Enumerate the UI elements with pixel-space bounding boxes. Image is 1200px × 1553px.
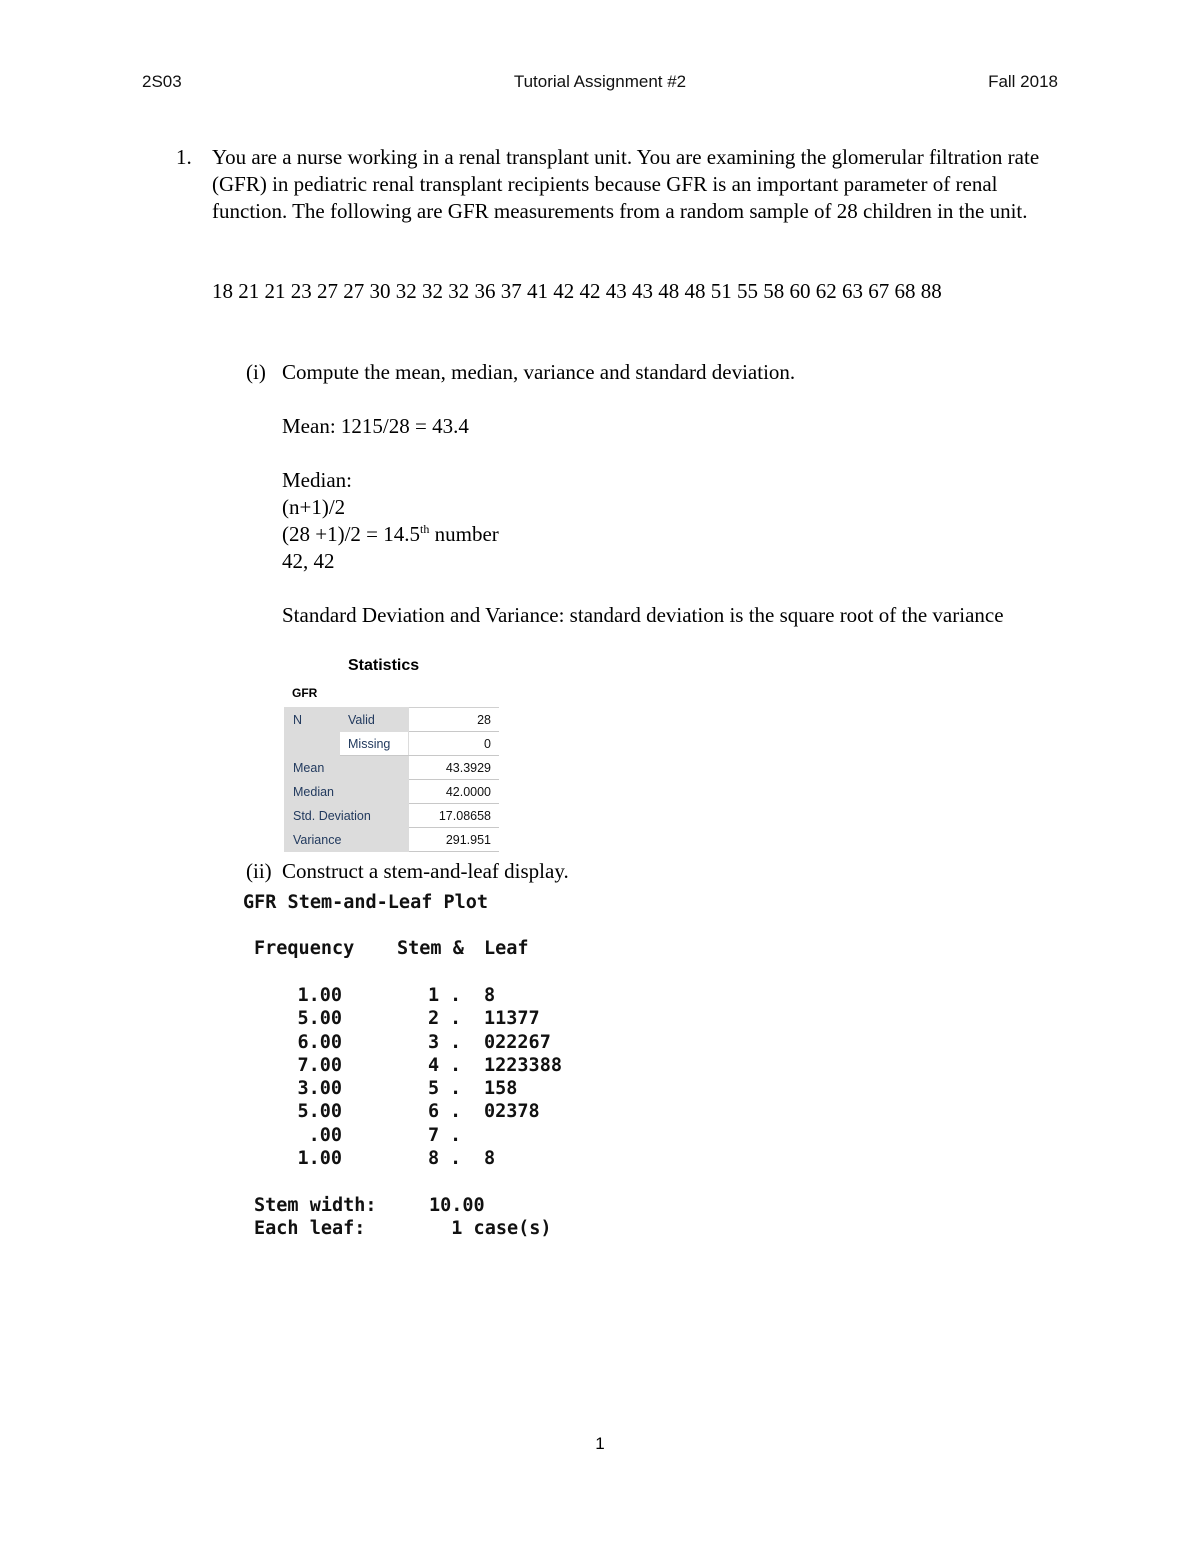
median-title: Median: <box>282 468 352 492</box>
question-text: You are a nurse working in a renal transplant unit. You are examining the glomerular filtration rate (GFR) in pediatric renal transplant recipients because GFR is an important parameter of renal function. The following are GFR measurements from a random sample of 28 children in the unit. <box>212 145 1040 223</box>
n-label-spacer <box>285 732 340 756</box>
stem-leaf-row <box>254 1032 654 1055</box>
table-row <box>285 780 500 804</box>
median-answer <box>282 467 499 575</box>
median-formula: (n+1)/2 <box>282 495 346 519</box>
n-label: N <box>285 708 340 732</box>
std-deviation-value: 17.08658 <box>409 804 500 828</box>
frequency-value: 6.00 <box>297 1031 342 1053</box>
median-calc-superscript: th <box>420 522 430 536</box>
leaf-value: 022267 <box>484 1031 551 1053</box>
stem-leaf-row <box>254 1008 654 1031</box>
leaf-value: 8 <box>484 985 496 1006</box>
gfr-values-list: 18 21 21 23 27 27 30 32 32 32 36 37 41 42 42 43 43 48 48 51 55 58 60 62 63 67 68 88 <box>212 279 942 303</box>
valid-label: Valid <box>340 708 409 732</box>
median-calc-suffix: number <box>429 522 499 546</box>
stem-separator: . <box>450 1148 462 1170</box>
header-course-code: 2S03 <box>142 72 182 91</box>
leaf-value: 11377 <box>484 1008 540 1030</box>
median-label: Median <box>285 780 409 804</box>
median-values: 42, 42 <box>282 549 335 573</box>
stem-width-value: 10.00 <box>429 1195 485 1216</box>
leaf-value: 8 <box>484 1148 496 1170</box>
stem-leaf-row <box>254 1055 654 1078</box>
frequency-value: 5.00 <box>297 1008 342 1030</box>
variance-value: 291.951 <box>409 828 500 852</box>
stem-leaf-row <box>254 1148 654 1171</box>
mean-answer: Mean: 1215/28 = 43.4 <box>282 414 469 438</box>
stem-separator: . <box>450 1124 462 1146</box>
stem-separator: . <box>450 1031 462 1053</box>
each-leaf-value: 1 case(s) <box>429 1218 552 1239</box>
frequency-value: .00 <box>308 1124 342 1146</box>
stem-separator: . <box>450 1054 462 1076</box>
stem-leaf-title: GFR Stem-and-Leaf Plot <box>243 892 489 913</box>
header-title: Tutorial Assignment #2 <box>513 72 687 91</box>
table-row <box>285 828 500 852</box>
part-i-label: (i) <box>246 360 266 384</box>
stem-value: 3 <box>428 1031 440 1053</box>
part-ii-label: (ii) <box>246 859 272 883</box>
stem-leaf-row <box>254 1101 654 1124</box>
std-deviation-label: Std. Deviation <box>285 804 409 828</box>
sd-variance-text: Standard Deviation and Variance: standard deviation is the square root of the variance <box>282 603 1004 627</box>
part-ii-prompt: Construct a stem-and-leaf display. <box>282 859 569 883</box>
mean-value: 43.3929 <box>409 756 500 780</box>
mean-label: Mean <box>285 756 409 780</box>
missing-value: 0 <box>409 732 500 756</box>
stem-value: 4 <box>428 1054 440 1076</box>
stem-width-label: Stem width: <box>254 1195 377 1216</box>
statistics-title: Statistics <box>348 657 420 674</box>
leaf-header: Leaf <box>484 938 529 959</box>
valid-value: 28 <box>409 708 500 732</box>
statistics-variable: GFR <box>292 686 318 700</box>
median-calc-prefix: (28 +1)/2 = 14.5 <box>282 522 421 546</box>
leaf-value: 02378 <box>484 1101 540 1123</box>
leaf-value: 158 <box>484 1078 518 1100</box>
each-leaf-line <box>254 1218 552 1239</box>
stem-leaf-rows <box>254 985 654 1171</box>
stem-header: Stem & <box>397 938 464 959</box>
stem-value: 6 <box>428 1101 440 1123</box>
stem-leaf-row <box>254 1125 654 1148</box>
stem-width-line <box>254 1195 485 1216</box>
leaf-value: 1223388 <box>484 1054 562 1076</box>
table-row <box>285 756 500 780</box>
stem-separator: . <box>450 1101 462 1123</box>
stem-value: 2 <box>428 1008 440 1030</box>
frequency-value: 1.00 <box>297 985 342 1006</box>
stem-leaf-row <box>254 1078 654 1101</box>
stem-separator: . <box>450 1078 462 1100</box>
median-calculation <box>282 521 499 548</box>
frequency-value: 5.00 <box>297 1101 342 1123</box>
stem-leaf-row <box>254 985 654 1008</box>
frequency-value: 3.00 <box>297 1078 342 1100</box>
stem-value: 1 <box>428 985 440 1006</box>
part-i-prompt: Compute the mean, median, variance and standard deviation. <box>282 360 796 384</box>
stem-separator: . <box>450 985 462 1006</box>
frequency-value: 7.00 <box>297 1054 342 1076</box>
median-value: 42.0000 <box>409 780 500 804</box>
table-row <box>285 804 500 828</box>
missing-label: Missing <box>340 732 409 756</box>
stem-value: 8 <box>428 1148 440 1170</box>
each-leaf-label: Each leaf: <box>254 1218 366 1239</box>
statistics-table <box>284 707 499 852</box>
question-number: 1. <box>176 145 192 169</box>
stem-value: 5 <box>428 1078 440 1100</box>
variance-label: Variance <box>285 828 409 852</box>
stem-separator: . <box>450 1008 462 1030</box>
frequency-header: Frequency <box>254 938 355 959</box>
frequency-value: 1.00 <box>297 1148 342 1170</box>
table-row <box>285 708 500 732</box>
stem-value: 7 <box>428 1124 440 1146</box>
table-row <box>285 732 500 756</box>
header-term: Fall 2018 <box>988 72 1058 91</box>
page-number: 1 <box>595 1434 605 1453</box>
